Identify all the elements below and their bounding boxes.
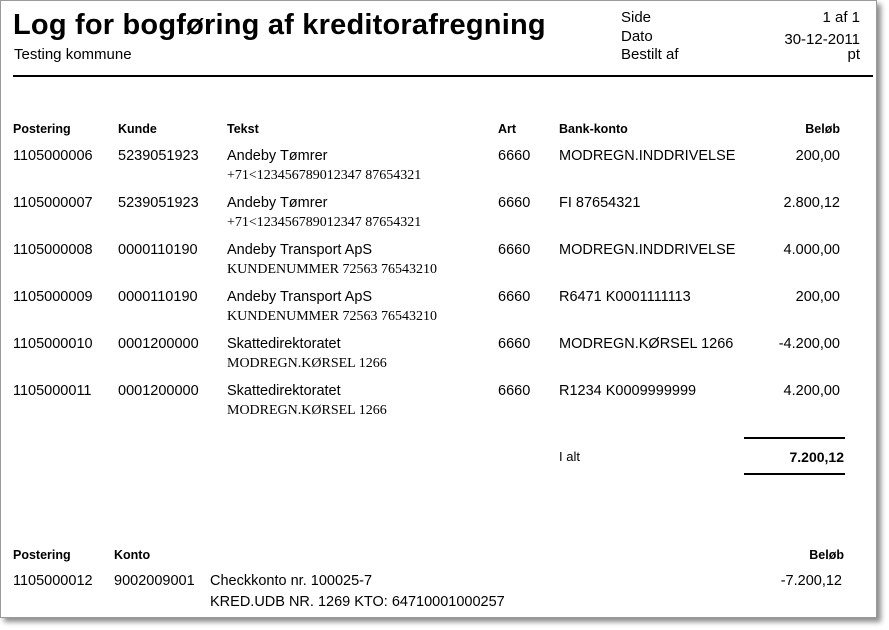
meta-label-side: Side [621, 9, 652, 26]
header-divider [13, 75, 873, 77]
posting-text-detail: MODREGN.KØRSEL 1266 [227, 356, 387, 371]
amount: 200,00 [795, 148, 840, 164]
account-column-header-konto: Konto [114, 548, 151, 562]
amount: 4.200,00 [783, 383, 840, 399]
total-value: 7.200,12 [789, 449, 844, 465]
customer-number: 0001200000 [118, 336, 199, 352]
account-text-detail: KRED.UDB NR. 1269 KTO: 64710001000257 [210, 594, 505, 610]
customer-number: 5239051923 [118, 195, 199, 211]
posting-number: 1105000009 [13, 289, 93, 305]
posting-number: 1105000008 [13, 242, 93, 258]
bank-account: R1234 K0009999999 [559, 383, 697, 399]
account-column-header-postering: Postering [13, 548, 71, 562]
customer-number: 0000110190 [118, 242, 198, 258]
bank-account: MODREGN.KØRSEL 1266 [559, 336, 734, 352]
column-header-art: Art [498, 122, 517, 136]
account-column-header-belob: Beløb [809, 548, 844, 562]
posting-text: Andeby Transport ApS [227, 242, 373, 258]
total-label: I alt [559, 449, 580, 464]
report-title: Log for bogføring af kreditorafregning [13, 9, 546, 41]
posting-art: 6660 [498, 148, 531, 164]
account-amount: -7.200,12 [780, 573, 842, 589]
posting-text-detail: KUNDENUMMER 72563 76543210 [227, 262, 437, 277]
posting-text: Skattedirektoratet [227, 383, 341, 399]
posting-text-detail: MODREGN.KØRSEL 1266 [227, 403, 387, 418]
posting-text-detail: +71<123456789012347 87654321 [227, 168, 422, 183]
account-text: Checkkonto nr. 100025-7 [210, 573, 373, 589]
customer-number: 0001200000 [118, 383, 199, 399]
posting-text: Andeby Tømrer [227, 148, 328, 164]
meta-label-dato: Dato [621, 28, 653, 45]
amount: -4.200,00 [778, 336, 840, 352]
total-top-rule [744, 437, 845, 439]
column-header-belob: Beløb [805, 122, 840, 136]
meta-value-bestilt-af: pt [847, 46, 860, 63]
total-bottom-rule [744, 473, 845, 475]
posting-art: 6660 [498, 289, 531, 305]
posting-number: 1105000007 [13, 195, 93, 211]
posting-art: 6660 [498, 242, 531, 258]
amount: 4.000,00 [783, 242, 840, 258]
posting-art: 6660 [498, 383, 531, 399]
posting-text: Andeby Tømrer [227, 195, 328, 211]
meta-value-side: 1 af 1 [822, 9, 860, 26]
posting-art: 6660 [498, 336, 531, 352]
column-header-postering: Postering [13, 122, 71, 136]
amount: 2.800,12 [783, 195, 840, 211]
posting-text-detail: +71<123456789012347 87654321 [227, 215, 422, 230]
meta-value-dato: 30-12-2011 [784, 31, 860, 48]
posting-number: 1105000006 [13, 148, 93, 164]
account-posting-number: 1105000012 [13, 573, 93, 589]
bank-account: MODREGN.INDDRIVELSE [559, 148, 736, 164]
report-subtitle: Testing kommune [14, 46, 132, 63]
posting-text: Skattedirektoratet [227, 336, 341, 352]
bank-account: FI 87654321 [559, 195, 641, 211]
customer-number: 5239051923 [118, 148, 199, 164]
posting-number: 1105000011 [13, 383, 92, 399]
column-header-bank-konto: Bank-konto [559, 122, 628, 136]
meta-label-bestilt-af: Bestilt af [621, 46, 679, 63]
posting-number: 1105000010 [13, 336, 93, 352]
bank-account: R6471 K0001111113 [559, 289, 691, 305]
amount: 200,00 [795, 289, 840, 305]
column-header-kunde: Kunde [118, 122, 157, 136]
customer-number: 0000110190 [118, 289, 198, 305]
posting-text-detail: KUNDENUMMER 72563 76543210 [227, 309, 437, 324]
posting-text: Andeby Transport ApS [227, 289, 373, 305]
account-number: 9002009001 [114, 573, 195, 589]
column-header-tekst: Tekst [227, 122, 259, 136]
bank-account: MODREGN.INDDRIVELSE [559, 242, 736, 258]
posting-art: 6660 [498, 195, 531, 211]
